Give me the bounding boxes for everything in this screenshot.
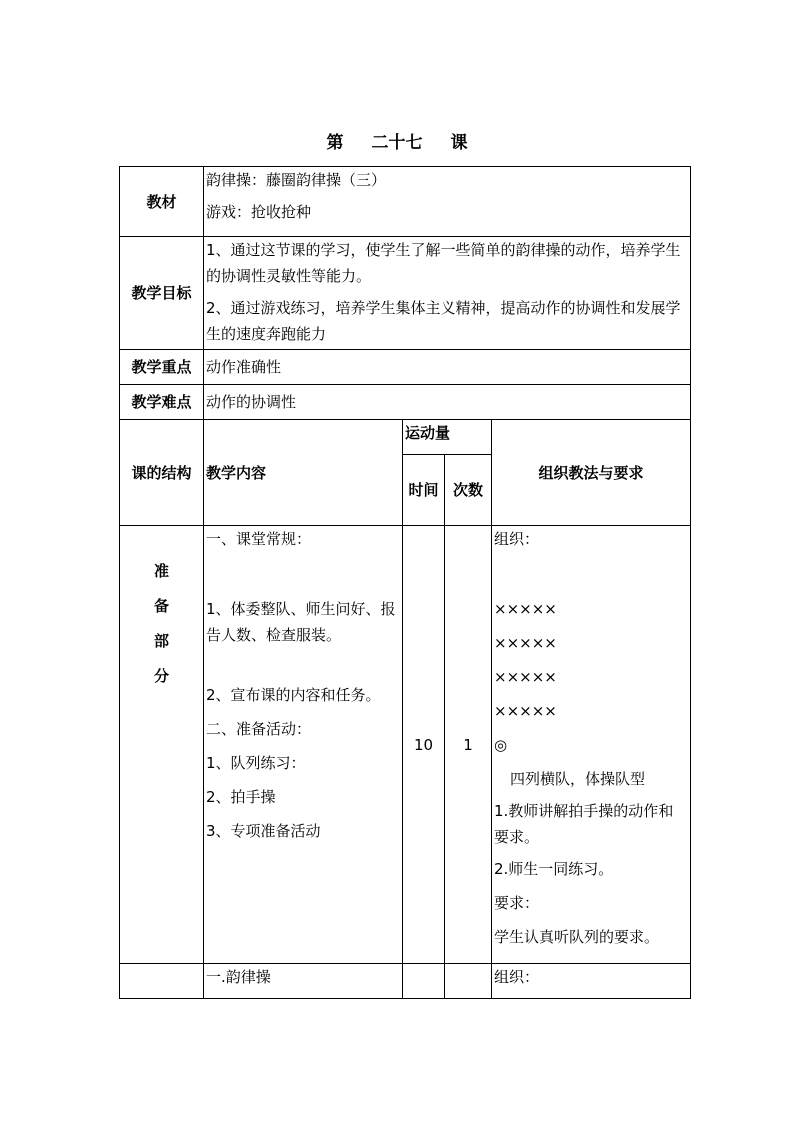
next-section-content: 一.韵律操 <box>204 964 403 999</box>
prep-content-line: 3、专项准备活动 <box>206 822 321 840</box>
formation-row: ××××× <box>494 668 557 686</box>
prep-content-line: 一、课堂常规： <box>206 530 312 548</box>
material-cell <box>204 167 691 237</box>
next-section-count <box>445 964 492 999</box>
key-point-text: 动作准确性 <box>204 350 691 385</box>
next-section-row <box>120 964 691 999</box>
prep-content-line: 2、宣布课的内容和任务。 <box>206 686 381 704</box>
key-point-label: 教学重点 <box>120 350 204 385</box>
goal-line-2: 2、通过游戏练习，培养学生集体主义精神，提高动作的协调性和发展学生的速度奔跑能力 <box>206 299 681 343</box>
method-step-1: 1.教师讲解拍手操的动作和要求。 <box>494 802 674 846</box>
goal-row <box>120 237 691 350</box>
org-label: 组织： <box>494 530 540 548</box>
lesson-title <box>0 128 794 153</box>
material-line-1: 韵律操：藤圈韵律操（三） <box>206 171 387 189</box>
prep-label-char-4: 分 <box>153 667 169 685</box>
material-line-2: 游戏：抢收抢种 <box>206 203 312 221</box>
time-header: 时间 <box>403 455 445 526</box>
goal-label: 教学目标 <box>120 237 204 350</box>
count-header: 次数 <box>445 455 492 526</box>
lesson-plan-table <box>119 166 691 999</box>
prep-time: 10 <box>403 526 445 964</box>
prep-section-label <box>120 526 204 964</box>
prep-label-char-1: 准 <box>153 562 169 580</box>
material-row <box>120 167 691 237</box>
teacher-marker: ◎ <box>494 736 508 754</box>
formation-row: ××××× <box>494 600 557 618</box>
requirement-label: 要求： <box>494 894 540 912</box>
prep-content-line: 2、拍手操 <box>206 788 276 806</box>
title-part-1: 第 <box>326 133 344 153</box>
content-header: 教学内容 <box>204 420 403 526</box>
key-point-row <box>120 350 691 385</box>
requirement-text: 学生认真听队列的要求。 <box>494 928 660 946</box>
material-label: 教材 <box>120 167 204 237</box>
prep-count: 1 <box>445 526 492 964</box>
structure-header: 课的结构 <box>120 420 204 526</box>
prep-content-line: 二、准备活动： <box>206 720 312 738</box>
goal-cell <box>204 237 691 350</box>
prep-row <box>120 526 691 964</box>
header-row-1 <box>120 420 691 455</box>
prep-content-line: 1、体委整队、师生问好、报告人数、检查服装。 <box>206 600 396 644</box>
method-step-2: 2.师生一同练习。 <box>494 860 614 878</box>
difficulty-label: 教学难点 <box>120 385 204 420</box>
load-header: 运动量 <box>403 420 492 455</box>
difficulty-text: 动作的协调性 <box>204 385 691 420</box>
formation-row: ××××× <box>494 634 557 652</box>
goal-line-1: 1、通过这节课的学习，使学生了解一些简单的韵律操的动作，培养学生的协调性灵敏性等能力。 <box>206 241 681 285</box>
formation-description: 四列横队，体操队型 <box>510 770 646 788</box>
next-section-label <box>120 964 204 999</box>
title-part-2: 二十七 <box>371 133 423 153</box>
formation-row: ××××× <box>494 702 557 720</box>
next-section-time <box>403 964 445 999</box>
prep-label-char-2: 备 <box>153 597 169 615</box>
next-section-method: 组织： <box>492 964 691 999</box>
prep-content <box>204 526 403 964</box>
title-part-3: 课 <box>450 133 468 153</box>
prep-method <box>492 526 691 964</box>
difficulty-row <box>120 385 691 420</box>
prep-label-char-3: 部 <box>153 632 169 650</box>
prep-content-line: 1、队列练习： <box>206 754 306 772</box>
method-header: 组织教法与要求 <box>492 420 691 526</box>
